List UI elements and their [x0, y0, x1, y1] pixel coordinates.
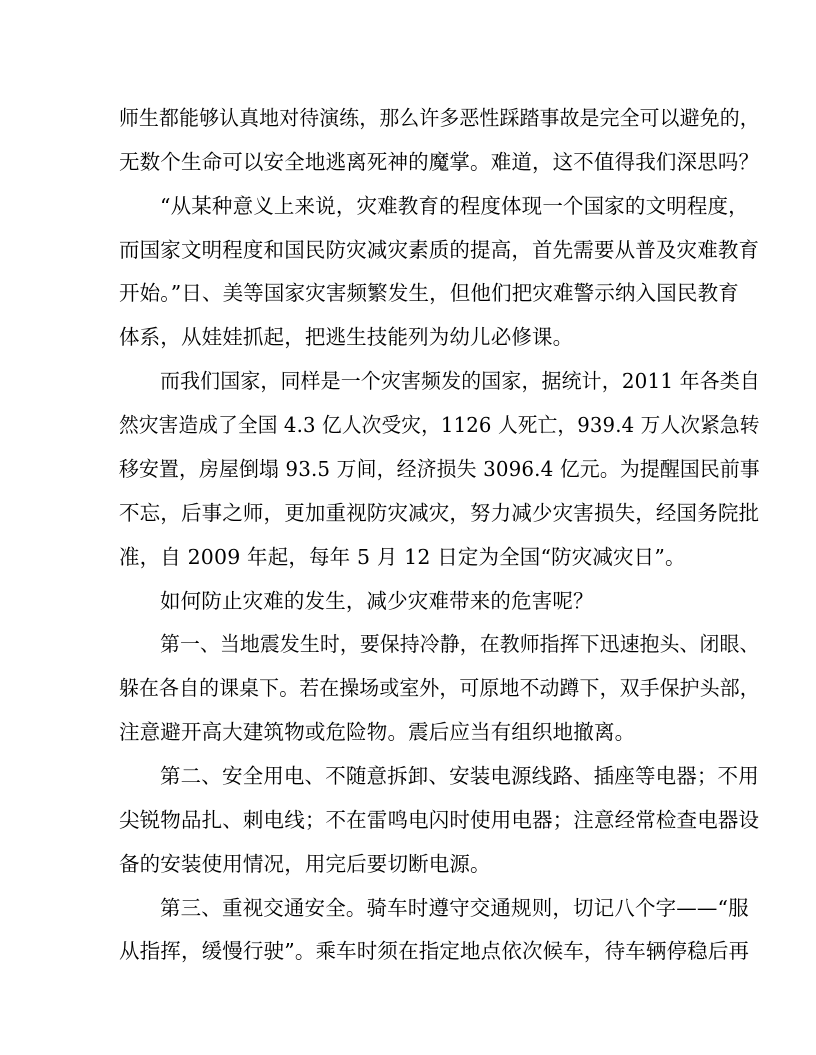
- text-line: 备的安装使用情况，用完后要切断电源。: [119, 852, 491, 876]
- text-line: 躲在各自的课桌下。若在操场或室外，可原地不动蹲下，双手保护头部，: [119, 676, 760, 700]
- text-line: 如何防止灾难的发生，减少灾难带来的危害呢？: [160, 589, 594, 613]
- text-line: 第一、当地震发生时，要保持冷静，在教师指挥下迅速抱头、闭眼、: [160, 632, 760, 656]
- text-line: 开始。”日、美等国家灾害频繁发生，但他们把灾难警示纳入国民教育: [119, 281, 739, 305]
- text-line: 不忘，后事之师，更加重视防灾减灾，努力减少灾害损失，经国务院批: [119, 501, 760, 525]
- text-line: 师生都能够认真地对待演练，那么许多恶性踩踏事故是完全可以避免的，: [119, 106, 760, 130]
- text-line: 准，自 2009 年起，每年 5 月 12 日定为全国“防灾减灾日”。: [119, 545, 686, 569]
- text-line: “从某种意义上来说，灾难教育的程度体现一个国家的文明程度，: [160, 194, 749, 218]
- text-line: 而我们国家，同样是一个灾害频发的国家，据统计，2011 年各类自: [160, 369, 760, 393]
- text-line: 体系，从娃娃抓起，把逃生技能列为幼儿必修课。: [119, 325, 574, 349]
- text-line: 从指挥，缓慢行驶”。乘车时须在指定地点依次候车，待车辆停稳后再: [119, 939, 750, 963]
- text-line: 注意避开高大建筑物或危险物。震后应当有组织地撤离。: [119, 720, 636, 744]
- text-line: 尖锐物品扎、刺电线；不在雷鸣电闪时使用电器；注意经常检查电器设: [119, 808, 760, 832]
- text-line: 移安置，房屋倒塌 93.5 万间，经济损失 3096.4 亿元。为提醒国民前事: [119, 457, 760, 481]
- text-line: 第二、安全用电、不随意拆卸、安装电源线路、插座等电器；不用: [160, 764, 759, 788]
- text-line: 第三、重视交通安全。骑车时遵守交通规则，切记八个字——“服: [160, 896, 749, 920]
- text-line: 然灾害造成了全国 4.3 亿人次受灾，1126 人死亡，939.4 万人次紧急转: [119, 413, 760, 437]
- text-line: 而国家文明程度和国民防灾减灾素质的提高，首先需要从普及灾难教育: [119, 238, 760, 262]
- text-line: 无数个生命可以安全地逃离死神的魔掌。难道，这不值得我们深思吗？: [119, 150, 760, 174]
